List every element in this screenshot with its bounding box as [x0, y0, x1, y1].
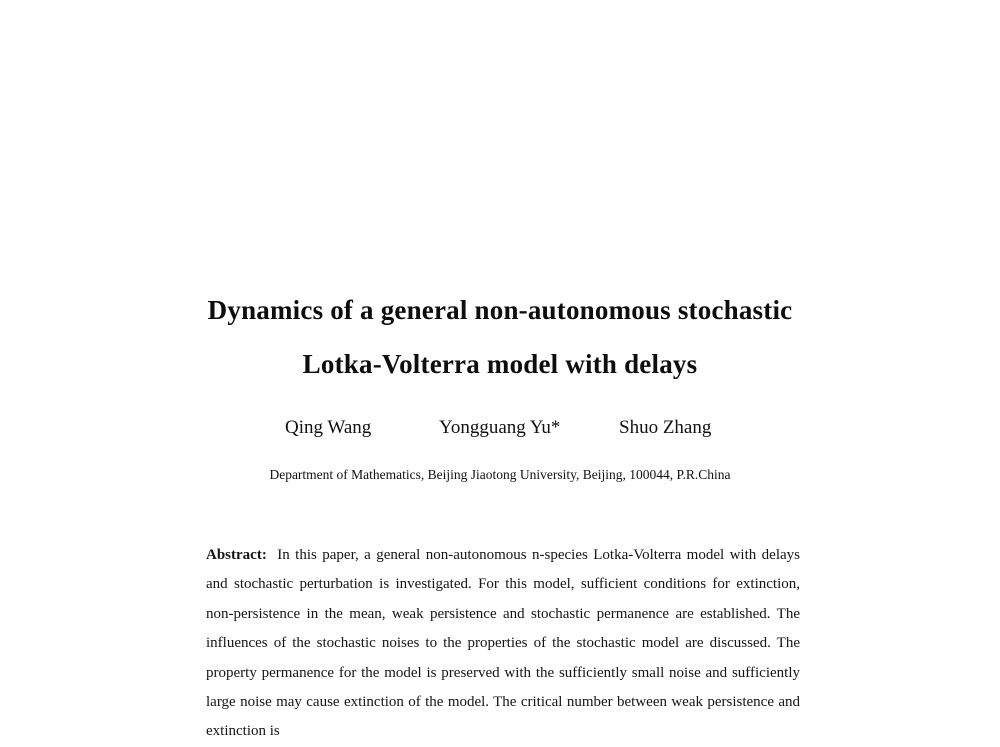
abstract: [206, 541, 800, 747]
author-name: Shuo Zhang: [619, 417, 712, 438]
abstract-label: Abstract:: [206, 547, 267, 563]
paper-title-line-1: Dynamics of a general non-autonomous stochastic: [207, 295, 793, 325]
affiliation: Department of Mathematics, Beijing Jiaotong University, Beijing, 100044, P.R.China: [269, 467, 731, 482]
author-list: [0, 417, 1000, 445]
author-name: Yongguang Yu*: [439, 417, 561, 438]
paper-title-line-2: Lotka-Volterra model with delays: [302, 349, 698, 379]
author-name: Qing Wang: [285, 417, 372, 438]
abstract-text: In this paper, a general non-autonomous n-species Lotka-Volterra model with delays and stochastic perturbation is investigated. For this model, sufficient conditions for extinction, non-persistence in the mean, weak persistence and stochastic permanence are established. The influences of the stochastic noises to the properties of the stochastic model are discussed. The property permanence for the model is preserved with the sufficiently small noise and sufficiently large noise may cause extinction of the model. The critical number between weak persistence and extinction is: [206, 547, 800, 740]
